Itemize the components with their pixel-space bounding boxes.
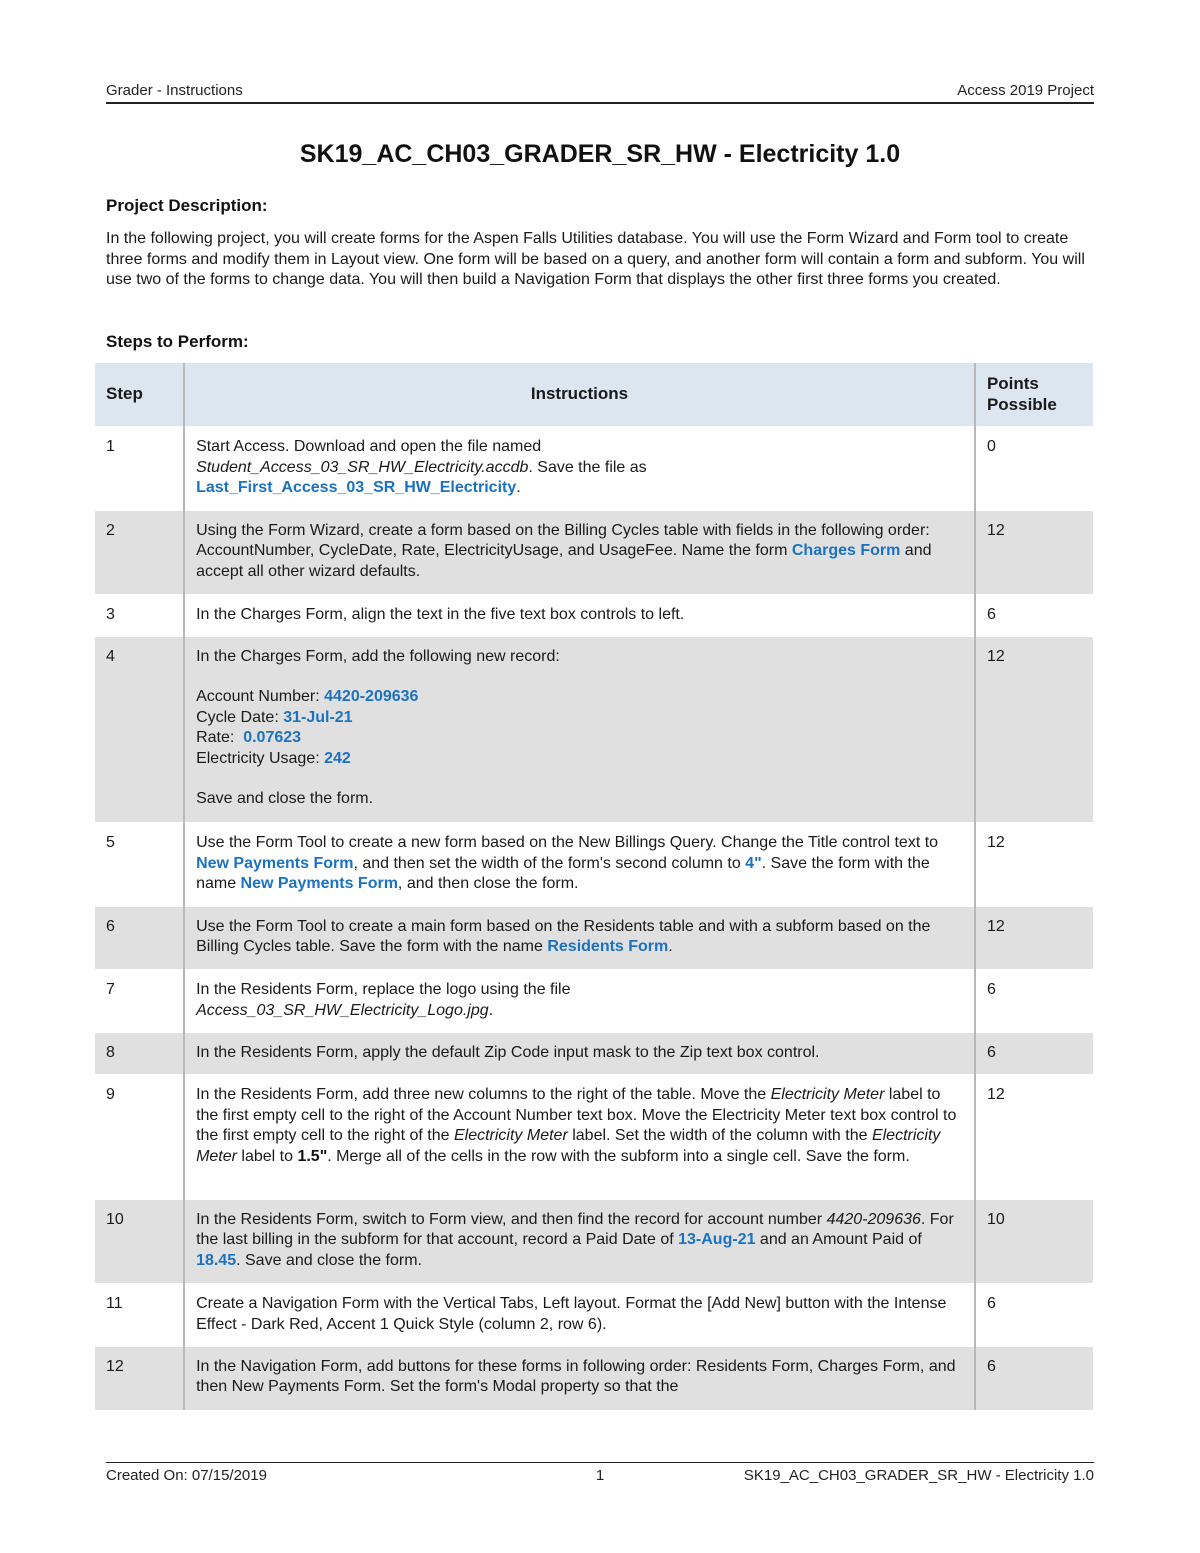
step-points: 0 — [975, 427, 1093, 511]
step-points: 12 — [975, 511, 1093, 595]
highlight-text: 4" — [745, 854, 762, 872]
bold-text: 1.5" — [297, 1147, 328, 1165]
header-instructions: Instructions — [184, 363, 975, 427]
step-number: 8 — [95, 1033, 184, 1075]
instruction-text: and accept all other wizard defaults. — [196, 542, 932, 580]
step-instructions: Create a Navigation Form with the Vertical Tabs, Left layout. Format the [Add New] button with the Intense Effect - Dark Red, Accent 1 Quick Style (column 2, row 6). — [184, 1284, 975, 1347]
instruction-text: . — [488, 1001, 494, 1019]
step-number: 12 — [95, 1347, 184, 1410]
instruction-text: Save and close the form. — [196, 790, 374, 807]
table-row — [95, 1075, 1093, 1200]
field-label: Cycle Date: — [196, 708, 284, 726]
page-number: 1 — [595, 1467, 605, 1484]
step-points: 6 — [975, 970, 1093, 1033]
field-label: Rate: — [196, 729, 244, 746]
field-value: 4420-209636 — [324, 688, 419, 705]
instruction-text: label to the first empty cell to the right of the Account Number text box. Move the Electricity Meter text box control to the first empty cell to the right of the — [196, 1086, 957, 1144]
table-row — [95, 907, 1093, 970]
italic-text: 4420-209636 — [826, 1210, 921, 1228]
footer-created-on: Created On: 07/15/2019 — [106, 1467, 267, 1484]
instruction-text: Use the Form Tool to create a main form based on the Residents table and with a subform based on the Billing Cycles table. Save the form with the name — [196, 917, 931, 955]
highlight-text: Last_First_Access_03_SR_HW_Electricity — [196, 479, 517, 496]
header-right-text: Access 2019 Project — [957, 82, 1094, 99]
highlight-text: Charges Form — [791, 542, 901, 559]
instruction-text: In the Residents Form, switch to Form view, and then find the record for account number — [196, 1210, 827, 1228]
field-value: 242 — [324, 749, 351, 767]
table-row — [95, 511, 1093, 595]
step-instructions — [184, 511, 975, 595]
step-points: 10 — [975, 1200, 1093, 1284]
step-number: 1 — [95, 427, 184, 511]
instruction-text: Start Access. Download and open the file named — [196, 438, 542, 455]
step-points: 12 — [975, 637, 1093, 823]
italic-text: Electricity Meter — [770, 1086, 885, 1103]
step-points: 6 — [975, 1347, 1093, 1410]
step-instructions — [184, 637, 975, 823]
italic-text: Electricity Meter — [196, 1127, 941, 1165]
step-instructions — [184, 1075, 975, 1200]
step-number: 2 — [95, 511, 184, 595]
step-number: 11 — [95, 1284, 184, 1347]
instruction-text: label to — [236, 1147, 298, 1165]
page-footer — [106, 1462, 1094, 1484]
header-step: Step — [95, 363, 184, 427]
highlight-text: New Payments Form — [240, 875, 398, 892]
field-value: 0.07623 — [243, 729, 302, 746]
table-header-row — [95, 363, 1093, 427]
instruction-text: . — [668, 938, 673, 955]
instruction-text: label. Set the width of the column with the — [567, 1127, 872, 1144]
highlight-text: 13-Aug-21 — [678, 1231, 756, 1248]
table-row — [95, 823, 1093, 907]
instruction-text: . Merge all of the cells in the row with the subform into a single cell. Save the form. — [327, 1147, 910, 1165]
page-header — [106, 82, 1094, 104]
filename-text: Student_Access_03_SR_HW_Electricity.accdb — [196, 458, 529, 476]
step-number: 9 — [95, 1075, 184, 1200]
instruction-text: and an Amount Paid of — [755, 1231, 922, 1248]
table-row — [95, 427, 1093, 511]
step-instructions: In the Charges Form, align the text in the five text box controls to left. — [184, 595, 975, 637]
italic-text: Electricity Meter — [453, 1127, 568, 1144]
highlight-text: Residents Form — [547, 938, 669, 955]
step-points: 12 — [975, 823, 1093, 907]
step-instructions — [184, 1200, 975, 1284]
field-value: 31-Jul-21 — [283, 708, 353, 726]
instruction-text: . Save the form with the name — [196, 854, 930, 892]
step-instructions — [184, 427, 975, 511]
step-instructions — [184, 970, 975, 1033]
highlight-text: New Payments Form — [196, 854, 354, 872]
step-number: 6 — [95, 907, 184, 970]
instruction-text: , and then set the width of the form's second column to — [353, 854, 746, 872]
table-row — [95, 1284, 1093, 1347]
field-label: Account Number: — [196, 688, 325, 705]
step-instructions — [184, 823, 975, 907]
table-row — [95, 1200, 1093, 1284]
header-left-text: Grader - Instructions — [106, 82, 243, 99]
step-instructions: In the Residents Form, apply the default Zip Code input mask to the Zip text box control. — [184, 1033, 975, 1075]
document-title: SK19_AC_CH03_GRADER_SR_HW - Electricity 1.0 — [299, 140, 901, 168]
table-row — [95, 595, 1093, 637]
instruction-text: . Save and close the form. — [236, 1251, 422, 1269]
project-description-heading: Project Description: — [106, 196, 268, 215]
step-number: 3 — [95, 595, 184, 637]
step-instructions: In the Navigation Form, add buttons for these forms in following order: Residents Form, Charges Form, and then New Payments Form. Set the form's Modal property so that the — [184, 1347, 975, 1410]
step-points: 6 — [975, 1033, 1093, 1075]
instruction-text: In the Charges Form, add the following new record: — [196, 647, 560, 665]
step-points: 12 — [975, 1075, 1093, 1200]
instruction-text: . Save the file as — [528, 458, 647, 476]
table-row — [95, 970, 1093, 1033]
table-row — [95, 1033, 1093, 1075]
step-number: 5 — [95, 823, 184, 907]
footer-document-name: SK19_AC_CH03_GRADER_SR_HW - Electricity 1.0 — [743, 1467, 1094, 1484]
header-points: Points Possible — [975, 363, 1093, 427]
table-row — [95, 637, 1093, 823]
instruction-text: In the Residents Form, replace the logo using the file — [196, 981, 571, 998]
step-points: 6 — [975, 595, 1093, 637]
instruction-text: Using the Form Wizard, create a form based on the Billing Cycles table with fields in the following order: AccountNumber, CycleDate, Rate, ElectricityUsage, and UsageFee. Name the form — [196, 521, 930, 559]
step-number: 7 — [95, 970, 184, 1033]
step-points: 6 — [975, 1284, 1093, 1347]
step-number: 4 — [95, 637, 184, 823]
steps-table — [95, 363, 1093, 1410]
instruction-text: In the Residents Form, add three new columns to the right of the table. Move the — [196, 1086, 771, 1103]
steps-heading: Steps to Perform: — [106, 332, 249, 351]
field-label: Electricity Usage: — [196, 749, 325, 767]
instruction-text: , and then close the form. — [397, 875, 579, 892]
filename-text: Access_03_SR_HW_Electricity_Logo.jpg — [196, 1001, 489, 1019]
project-description-text: In the following project, you will create forms for the Aspen Falls Utilities database. You will use the Form Wizard and Form tool to create three forms and modify them in Layout view. One form will be based on a query, and another form will contain a form and subform. You will use two of the forms to change data. You will then build a Navigation Form that displays the other first three forms you created. — [106, 230, 1085, 288]
instruction-text: Use the Form Tool to create a new form based on the New Billings Query. Change the Title control text to — [196, 834, 939, 851]
instruction-text: . — [516, 479, 521, 496]
step-instructions — [184, 907, 975, 970]
step-points: 12 — [975, 907, 1093, 970]
step-number: 10 — [95, 1200, 184, 1284]
table-row — [95, 1347, 1093, 1410]
instruction-text: . For the last billing in the subform for that account, record a Paid Date of — [196, 1210, 954, 1248]
highlight-text: 18.45 — [196, 1251, 237, 1269]
